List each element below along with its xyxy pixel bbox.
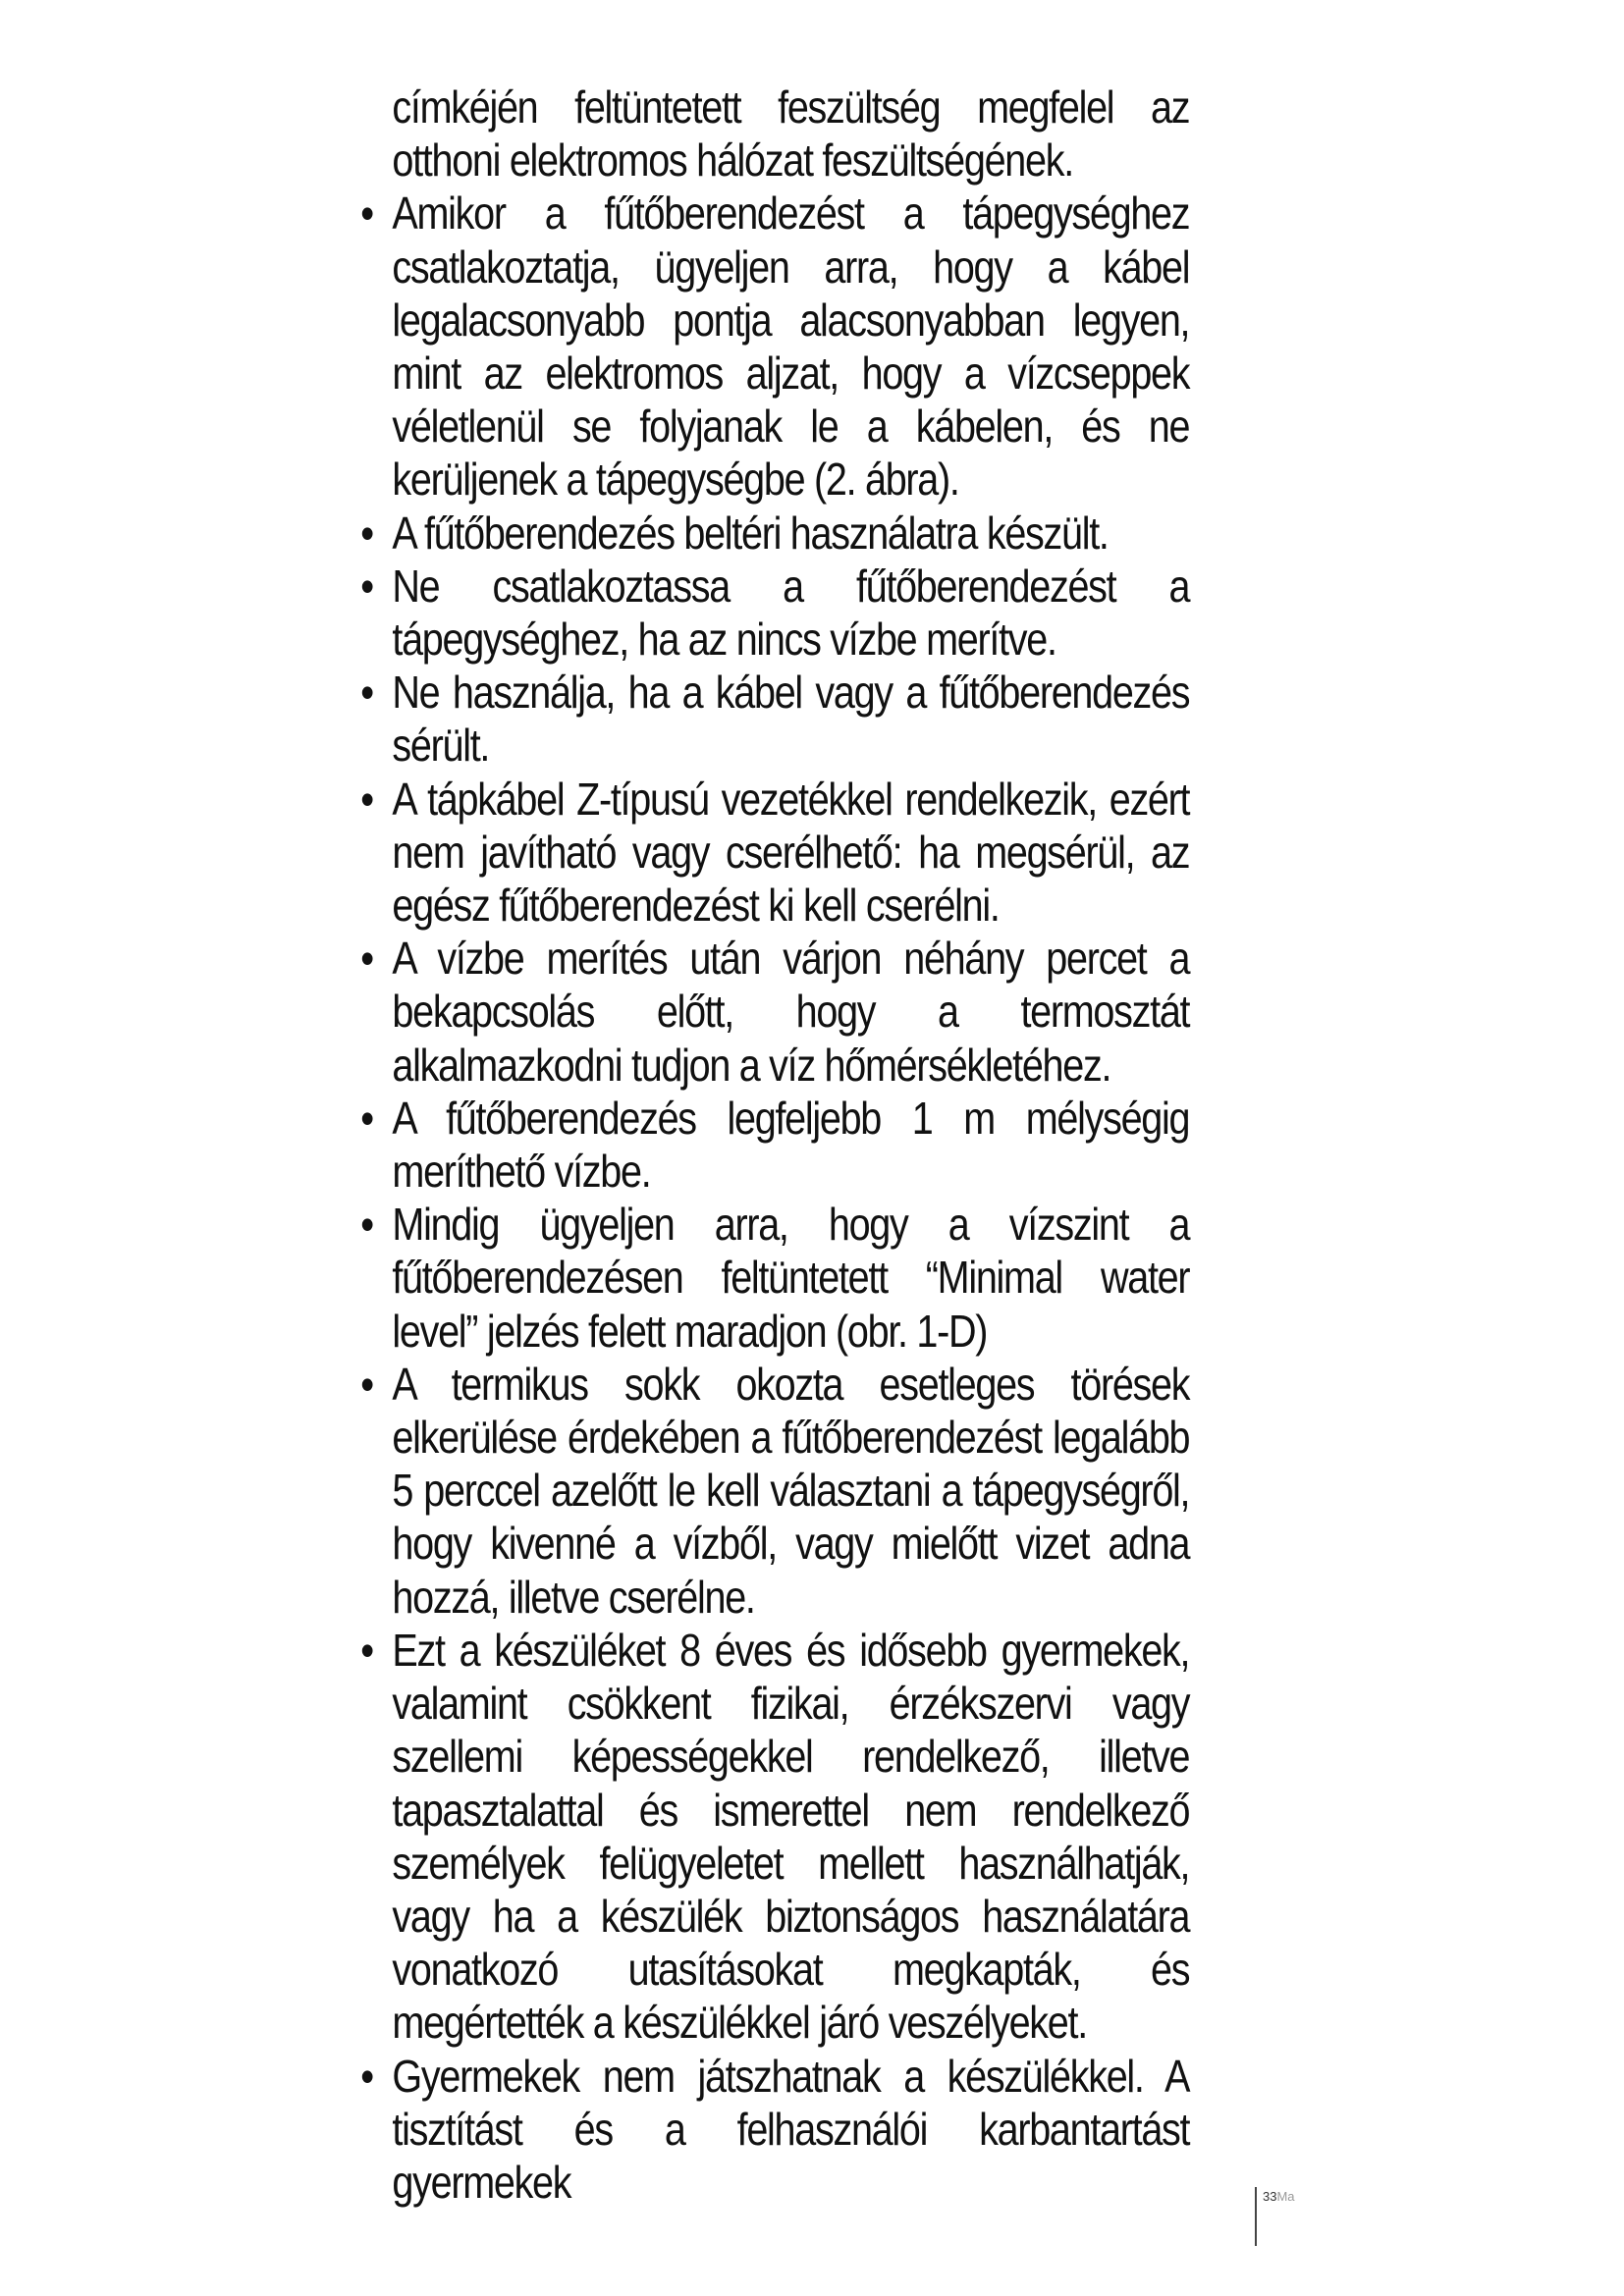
lead-paragraph: címkéjén feltüntetett feszültség megfelel az otthoni elektromos hálózat feszültségének. (392, 81, 1190, 187)
page-footer (1255, 2187, 1295, 2246)
list-item (358, 1198, 1189, 1358)
bullet-icon: • (360, 1358, 373, 1410)
bullet-icon: • (360, 1199, 373, 1251)
bullet-icon: • (360, 2050, 373, 2102)
list-item (358, 187, 1189, 506)
list-item-text: Mindig ügyeljen arra, hogy a vízszint a fűtőberendezésen feltüntetett “Minimal water level” jelzés felett maradjon (obr. 1-D) (392, 1199, 1190, 1357)
list-item-text: A fűtőberendezés beltéri használatra készült. (392, 507, 1109, 559)
bullet-icon: • (360, 507, 373, 559)
running-title: Ma (1276, 2189, 1295, 2204)
list-item (358, 507, 1189, 560)
list-item-text: Gyermekek nem játszhatnak a készülékkel. A tisztítást és a felhasználói karbantartást gyermekek (392, 2050, 1190, 2208)
bullet-icon: • (360, 560, 373, 612)
bullet-icon: • (360, 187, 373, 240)
list-item (358, 666, 1189, 772)
list-item-text: Ezt a készüléket 8 éves és idősebb gyermekek, valamint csökkent fizikai, érzékszervi vagy szellemi képességekkel rendelkező, illetve tapasztalattal és ismerettel nem rendelkező személyek felügyeletet mellett használhatják, vagy ha a készülék biztonságos használatára vonatkozó utasításokat megkapták, és megértették a készülékkel járó veszélyeket. (392, 1624, 1190, 2049)
list-item (358, 932, 1189, 1092)
bullet-icon: • (360, 773, 373, 825)
page-number: 33 (1263, 2189, 1277, 2204)
list-item-text: Ne használja, ha a kábel vagy a fűtőberendezés sérült. (392, 667, 1190, 772)
bullet-icon: • (360, 667, 373, 719)
list-item-text: Amikor a fűtőberendezést a tápegységhez csatlakoztatja, ügyeljen arra, hogy a kábel legalacsonyabb pontja alacsonyabban legyen, mint az elektromos aljzat, hogy a vízcseppek véletlenül se folyjanak le a kábelen, és ne kerüljenek a tápegységbe (2. ábra). (392, 187, 1190, 506)
body-text (358, 80, 1190, 2209)
list-item (358, 1624, 1189, 2050)
list-item (358, 560, 1189, 666)
list-item (358, 773, 1189, 933)
list-item (358, 1092, 1189, 1198)
bullet-icon: • (360, 1624, 373, 1676)
bullet-icon: • (360, 1092, 373, 1144)
list-item (358, 2050, 1189, 2210)
list-item-text: A fűtőberendezés legfeljebb 1 m mélységig meríthető vízbe. (392, 1092, 1190, 1198)
list-item-text: A vízbe merítés után várjon néhány percet a bekapcsolás előtt, hogy a termosztát alkalmazkodni tudjon a víz hőmérsékletéhez. (392, 933, 1190, 1091)
list-item-text: Ne csatlakoztassa a fűtőberendezést a tápegységhez, ha az nincs vízbe merítve. (392, 560, 1190, 666)
bullet-icon: • (360, 933, 373, 985)
list-item-text: A tápkábel Z-típusú vezetékkel rendelkezik, ezért nem javítható vagy cserélhető: ha megsérül, az egész fűtőberendezést ki kell cserélni. (392, 773, 1190, 932)
list-item-text: A termikus sokk okozta esetleges törések elkerülése érdekében a fűtőberendezést legalább 5 perccel azelőtt le kell választani a tápegységről, hogy kivenné a vízből, vagy mielőtt vizet adna hozzá, illetve cserélne. (392, 1358, 1190, 1623)
list-item (358, 1358, 1189, 1624)
